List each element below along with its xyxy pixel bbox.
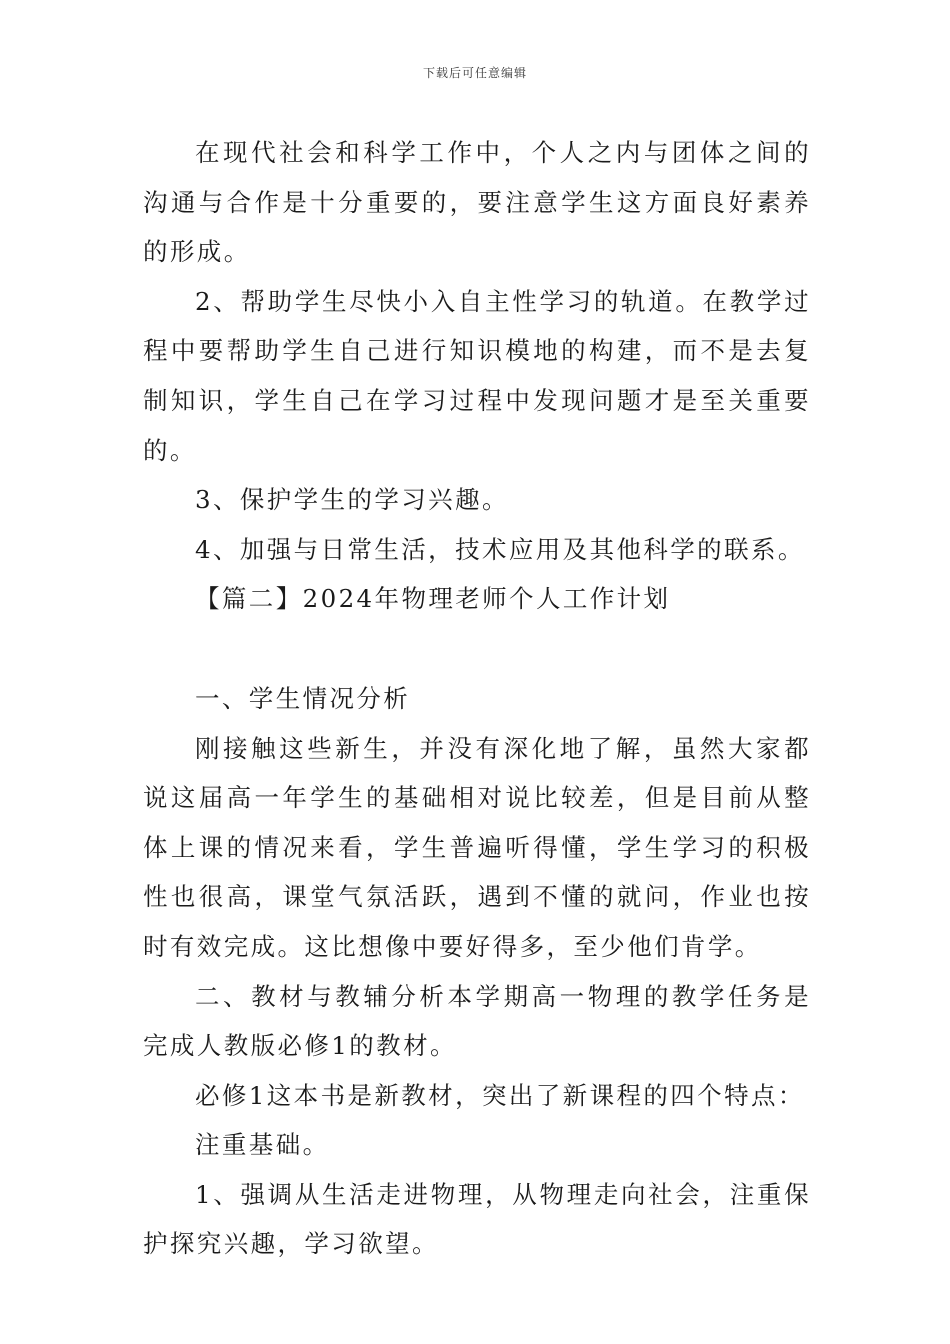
- heading-textbook-analysis: 二、教材与教辅分析本学期高一物理的教学任务是完成人教版必修1的教材。: [143, 981, 811, 1061]
- paragraph-item-2: 2、帮助学生尽快小入自主性学习的轨道。在教学过程中要帮助学生自己进行知识模地的构建，而不是去复制知识，学生自己在学习过程中发现问题才是至关重要的。: [143, 286, 811, 465]
- paragraph-item-3: 3、保护学生的学习兴趣。: [195, 485, 509, 515]
- paragraph-item-4: 4、加强与日常生活，技术应用及其他科学的联系。: [195, 534, 805, 564]
- paragraph-communication: 在现代社会和科学工作中，个人之内与团体之间的沟通与合作是十分重要的，要注意学生这方面良好素养的形成。: [143, 138, 811, 267]
- heading-student-analysis: 一、学生情况分析: [195, 683, 411, 713]
- page-header-note: 下载后可任意编辑: [422, 66, 527, 80]
- document-body: [143, 128, 811, 1269]
- paragraph-new-textbook: 必修1这本书是新教材，突出了新课程的四个特点：: [195, 1080, 805, 1110]
- blank-line: [143, 624, 811, 674]
- paragraph-item-1-life-physics: 1、强调从生活走进物理，从物理走向社会，注重保护探究兴趣，学习欲望。: [143, 1179, 811, 1259]
- paragraph-focus-basics: 注重基础。: [195, 1130, 330, 1160]
- paragraph-student-analysis: 刚接触这些新生，并没有深化地了解，虽然大家都说这届高一年学生的基础相对说比较差，但是目前从整体上课的情况来看，学生普遍听得懂，学生学习的积极性也很高，课堂气氛活跃，遇到不懂的就问，作业也按时有效完成。这比想像中要好得多，至少他们肯学。: [143, 733, 811, 961]
- section-heading-part-two: 【篇二】2024年物理老师个人工作计划: [195, 584, 671, 614]
